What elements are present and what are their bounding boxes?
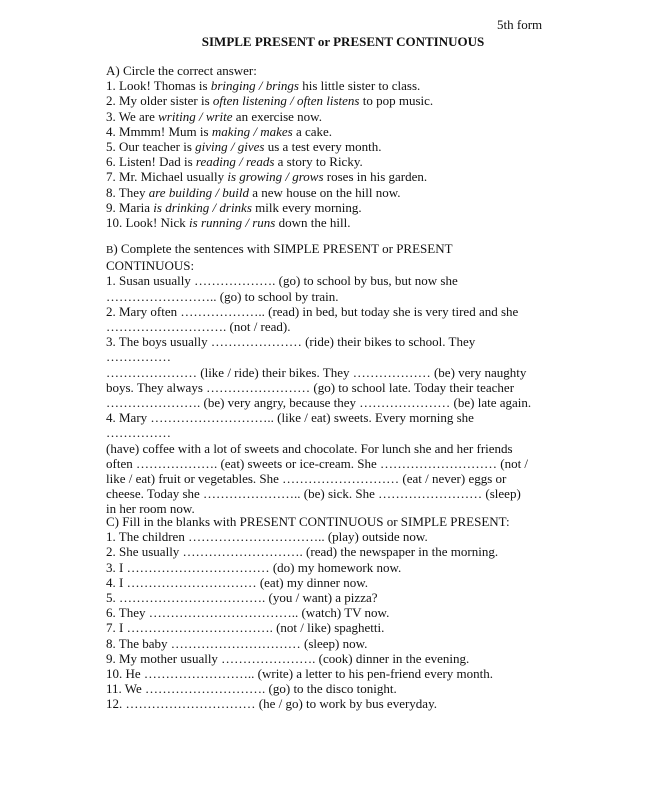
item-text: down the hill. bbox=[275, 215, 351, 231]
item-text: 9. Maria bbox=[106, 199, 154, 215]
exercise-line: often ………………. (eat) sweets or ice-cream. She ……………………… (not / bbox=[106, 455, 529, 471]
exercise-line: 11. We ………………………. (go) to the disco tonight. bbox=[106, 681, 397, 697]
form-label: 5th form bbox=[497, 17, 543, 32]
item-text: 8. They bbox=[106, 184, 149, 200]
section-b-lines bbox=[106, 273, 546, 516]
section-a bbox=[106, 63, 546, 230]
item-text: to pop music. bbox=[359, 93, 434, 109]
item-options[interactable]: are building / build bbox=[148, 184, 250, 200]
exercise-line: like / eat) fruit or vegetables. She ……………………… (eat / never) eggs or bbox=[106, 471, 507, 487]
exercise-item bbox=[106, 139, 546, 154]
exercise-item bbox=[106, 169, 546, 184]
exercise-line: 1. Susan usually ………………. (go) to school by bus, but now she bbox=[106, 273, 458, 289]
exercise-item bbox=[106, 154, 546, 169]
item-text: a new house on the hill now. bbox=[249, 184, 401, 200]
item-options[interactable]: is running / runs bbox=[189, 215, 276, 231]
item-text: a story to Ricky. bbox=[274, 154, 363, 170]
exercise-line: …………………. (be) very angry, because they ………………… (be) late again. bbox=[106, 395, 532, 411]
item-options[interactable]: making / makes bbox=[211, 123, 293, 139]
item-options[interactable]: is drinking / drinks bbox=[153, 199, 252, 215]
exercise-line: 3. I …………………………… (do) my homework now. bbox=[106, 559, 402, 575]
item-options[interactable]: bringing / brings bbox=[210, 78, 299, 94]
exercise-line: 10. He …………………….. (write) a letter to his pen-friend every month. bbox=[106, 666, 494, 682]
section-a-items bbox=[106, 78, 546, 230]
item-options[interactable]: is growing / grows bbox=[227, 169, 324, 185]
exercise-line: …………… bbox=[106, 425, 171, 441]
item-text: 7. Mr. Michael usually bbox=[106, 169, 228, 185]
exercise-item bbox=[106, 124, 546, 139]
item-text: a cake. bbox=[292, 123, 333, 139]
item-text: 1. Look! Thomas is bbox=[106, 78, 211, 94]
section-b-heading-text: ) Complete the sentences with SIMPLE PRESENT or PRESENT bbox=[113, 241, 453, 256]
item-text: 6. Listen! Dad is bbox=[106, 154, 196, 170]
item-text: 3. We are bbox=[106, 108, 159, 124]
exercise-line: ………………………. (not / read). bbox=[106, 319, 291, 335]
exercise-item bbox=[106, 109, 546, 124]
exercise-line: (have) coffee with a lot of sweets and chocolate. For lunch she and her friends bbox=[106, 440, 513, 456]
exercise-item bbox=[106, 215, 546, 230]
item-text: roses in his garden. bbox=[323, 169, 428, 185]
item-text: 2. My older sister is bbox=[106, 93, 213, 109]
section-b-letter: B bbox=[106, 244, 114, 256]
exercise-line: 2. Mary often ……………….. (read) in bed, but today she is very tired and she bbox=[106, 303, 519, 319]
section-c-heading: C) Fill in the blanks with PRESENT CONTINUOUS or SIMPLE PRESENT: bbox=[106, 514, 510, 529]
exercise-line: 7. I ……………………………. (not / like) spaghetti. bbox=[106, 620, 385, 636]
section-c bbox=[106, 514, 546, 712]
exercise-item bbox=[106, 200, 546, 215]
item-options[interactable]: writing / write bbox=[158, 108, 233, 124]
exercise-line: 4. Mary ……………………….. (like / eat) sweets. Every morning she bbox=[106, 410, 474, 426]
section-b-heading-line2: CONTINUOUS: bbox=[106, 258, 195, 274]
section-b-heading bbox=[106, 241, 546, 258]
exercise-item bbox=[106, 93, 546, 108]
item-text: us a test every month. bbox=[264, 139, 382, 155]
item-text: his little sister to class. bbox=[298, 78, 421, 94]
exercise-line: boys. They always …………………… (go) to school late. Today their teacher bbox=[106, 379, 515, 395]
section-a-heading: A) Circle the correct answer: bbox=[106, 63, 257, 78]
section-c-lines bbox=[106, 529, 546, 711]
item-options[interactable]: reading / reads bbox=[195, 154, 275, 170]
exercise-line: 8. The baby ………………………… (sleep) now. bbox=[106, 635, 368, 651]
exercise-line: …………………….. (go) to school by train. bbox=[106, 288, 339, 304]
exercise-item bbox=[106, 78, 546, 93]
item-text: 5. Our teacher is bbox=[106, 139, 196, 155]
item-text: an exercise now. bbox=[232, 108, 322, 124]
item-options[interactable]: often listening / often listens bbox=[212, 93, 360, 109]
exercise-line: cheese. Today she ………………….. (be) sick. She …………………… (sleep) bbox=[106, 486, 521, 502]
item-text: milk every morning. bbox=[251, 199, 362, 215]
page-title: SIMPLE PRESENT or PRESENT CONTINUOUS bbox=[201, 34, 485, 49]
exercise-line: 2. She usually ………………………. (read) the newspaper in the morning. bbox=[106, 544, 499, 560]
section-b bbox=[106, 241, 546, 517]
exercise-line: in her room now. bbox=[106, 501, 195, 517]
item-text: 10. Look! Nick bbox=[106, 215, 190, 231]
exercise-line: 5. ……………………………. (you / want) a pizza? bbox=[106, 590, 378, 606]
exercise-line: 9. My mother usually …………………. (cook) dinner in the evening. bbox=[106, 650, 470, 666]
item-options[interactable]: giving / gives bbox=[195, 139, 265, 155]
exercise-line: …………… bbox=[106, 349, 171, 365]
exercise-item bbox=[106, 185, 546, 200]
exercise-line: 3. The boys usually ………………… (ride) their bikes to school. They bbox=[106, 334, 476, 350]
exercise-line: 4. I ………………………… (eat) my dinner now. bbox=[106, 574, 369, 590]
exercise-line: 1. The children ………………………….. (play) outside now. bbox=[106, 529, 428, 545]
exercise-line: ………………… (like / ride) their bikes. They ……………… (be) very naughty bbox=[106, 364, 527, 380]
exercise-line: 12. ………………………… (he / go) to work by bus everyday. bbox=[106, 696, 437, 712]
item-text: 4. Mmmm! Mum is bbox=[106, 123, 212, 139]
exercise-line: 6. They …………………………….. (watch) TV now. bbox=[106, 605, 390, 621]
